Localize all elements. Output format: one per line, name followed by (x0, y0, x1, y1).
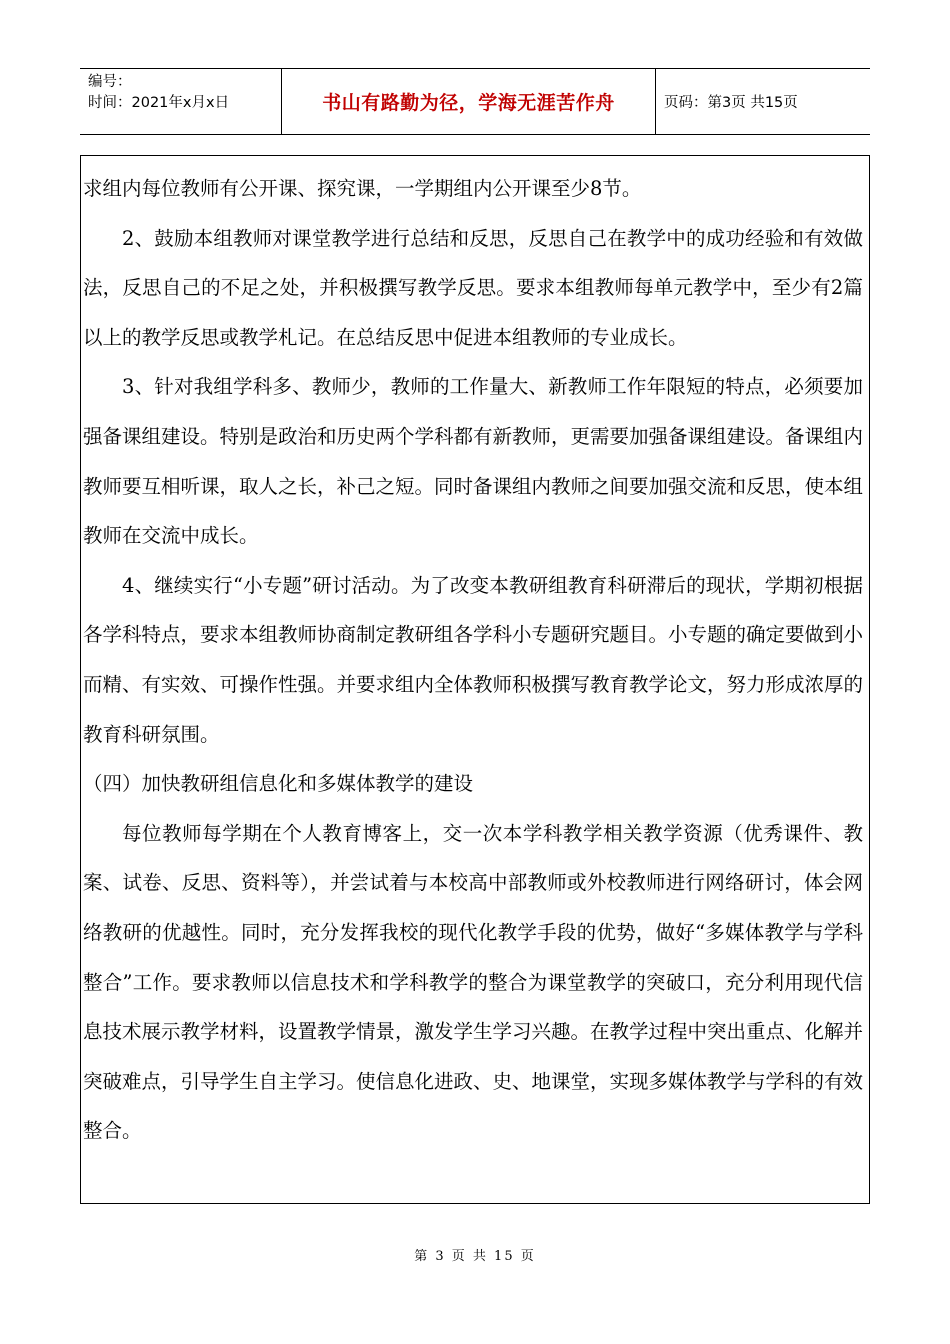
paragraph: 3、针对我组学科多、教师少，教师的工作量大、新教师工作年限短的特点，必须要加强备课组建设。特别是政治和历史两个学科都有新教师，更需要加强备课组建设。备课组内教师要互相听课，取人之长，补己之短。同时备课组内教师之间要加强交流和反思，使本组教师在交流中成长。 (83, 375, 864, 548)
body-text (83, 164, 863, 1156)
page-footer: 第 3 页 共 15 页 (414, 1249, 536, 1264)
paragraph: 4、继续实行“小专题”研讨活动。为了改变本教研组教育科研滞后的现状，学期初根据各学科特点，要求本组教师协商制定教研组各学科小专题研究题目。小专题的确定要做到小而精、有实效、可操作性强。并要求组内全体教师积极撰写教育教学论文，努力形成浓厚的教育科研氛围。 (83, 573, 864, 746)
header-motto: 书山有路勤为径，学海无涯苦作舟 (322, 92, 615, 114)
number-label: 编号： (88, 74, 132, 90)
paragraph: 求组内每位教师有公开课、探究课，一学期组内公开课至少8节。 (83, 177, 642, 200)
paragraph: 每位教师每学期在个人教育博客上，交一次本学科教学相关教学资源（优秀课件、教案、试卷、反思、资料等），并尝试着与本校高中部教师或外校教师进行网络研讨，体会网络教研的优越性。同时，充分发挥我校的现代化教学手段的优势，做好“多媒体教学与学科整合”工作。要求教师以信息技术和学科教学的整合为课堂教学的突破口，充分利用现代信息技术展示教学材料，设置教学情景，激发学生学习兴趣。在教学过程中突出重点、化解并突破难点，引导学生自主学习。使信息化进政、史、地课堂，实现多媒体教学与学科的有效整合。 (83, 821, 864, 1143)
paragraph: 2、鼓励本组教师对课堂教学进行总结和反思，反思自己在教学中的成功经验和有效做法，反思自己的不足之处，并积极撰写教学反思。要求本组教师每单元教学中，至少有2篇以上的教学反思或教学札记。在总结反思中促进本组教师的专业成长。 (83, 226, 863, 349)
header-meta (88, 72, 229, 114)
section-heading: （四）加快教研组信息化和多媒体教学的建设 (83, 772, 474, 796)
header-divider (655, 69, 656, 134)
time-label: 时间：2021年x月x日 (88, 95, 230, 111)
page-header (80, 68, 870, 135)
content-box (80, 155, 870, 1204)
header-page-info: 页码：第3页 共15页 (664, 95, 798, 111)
